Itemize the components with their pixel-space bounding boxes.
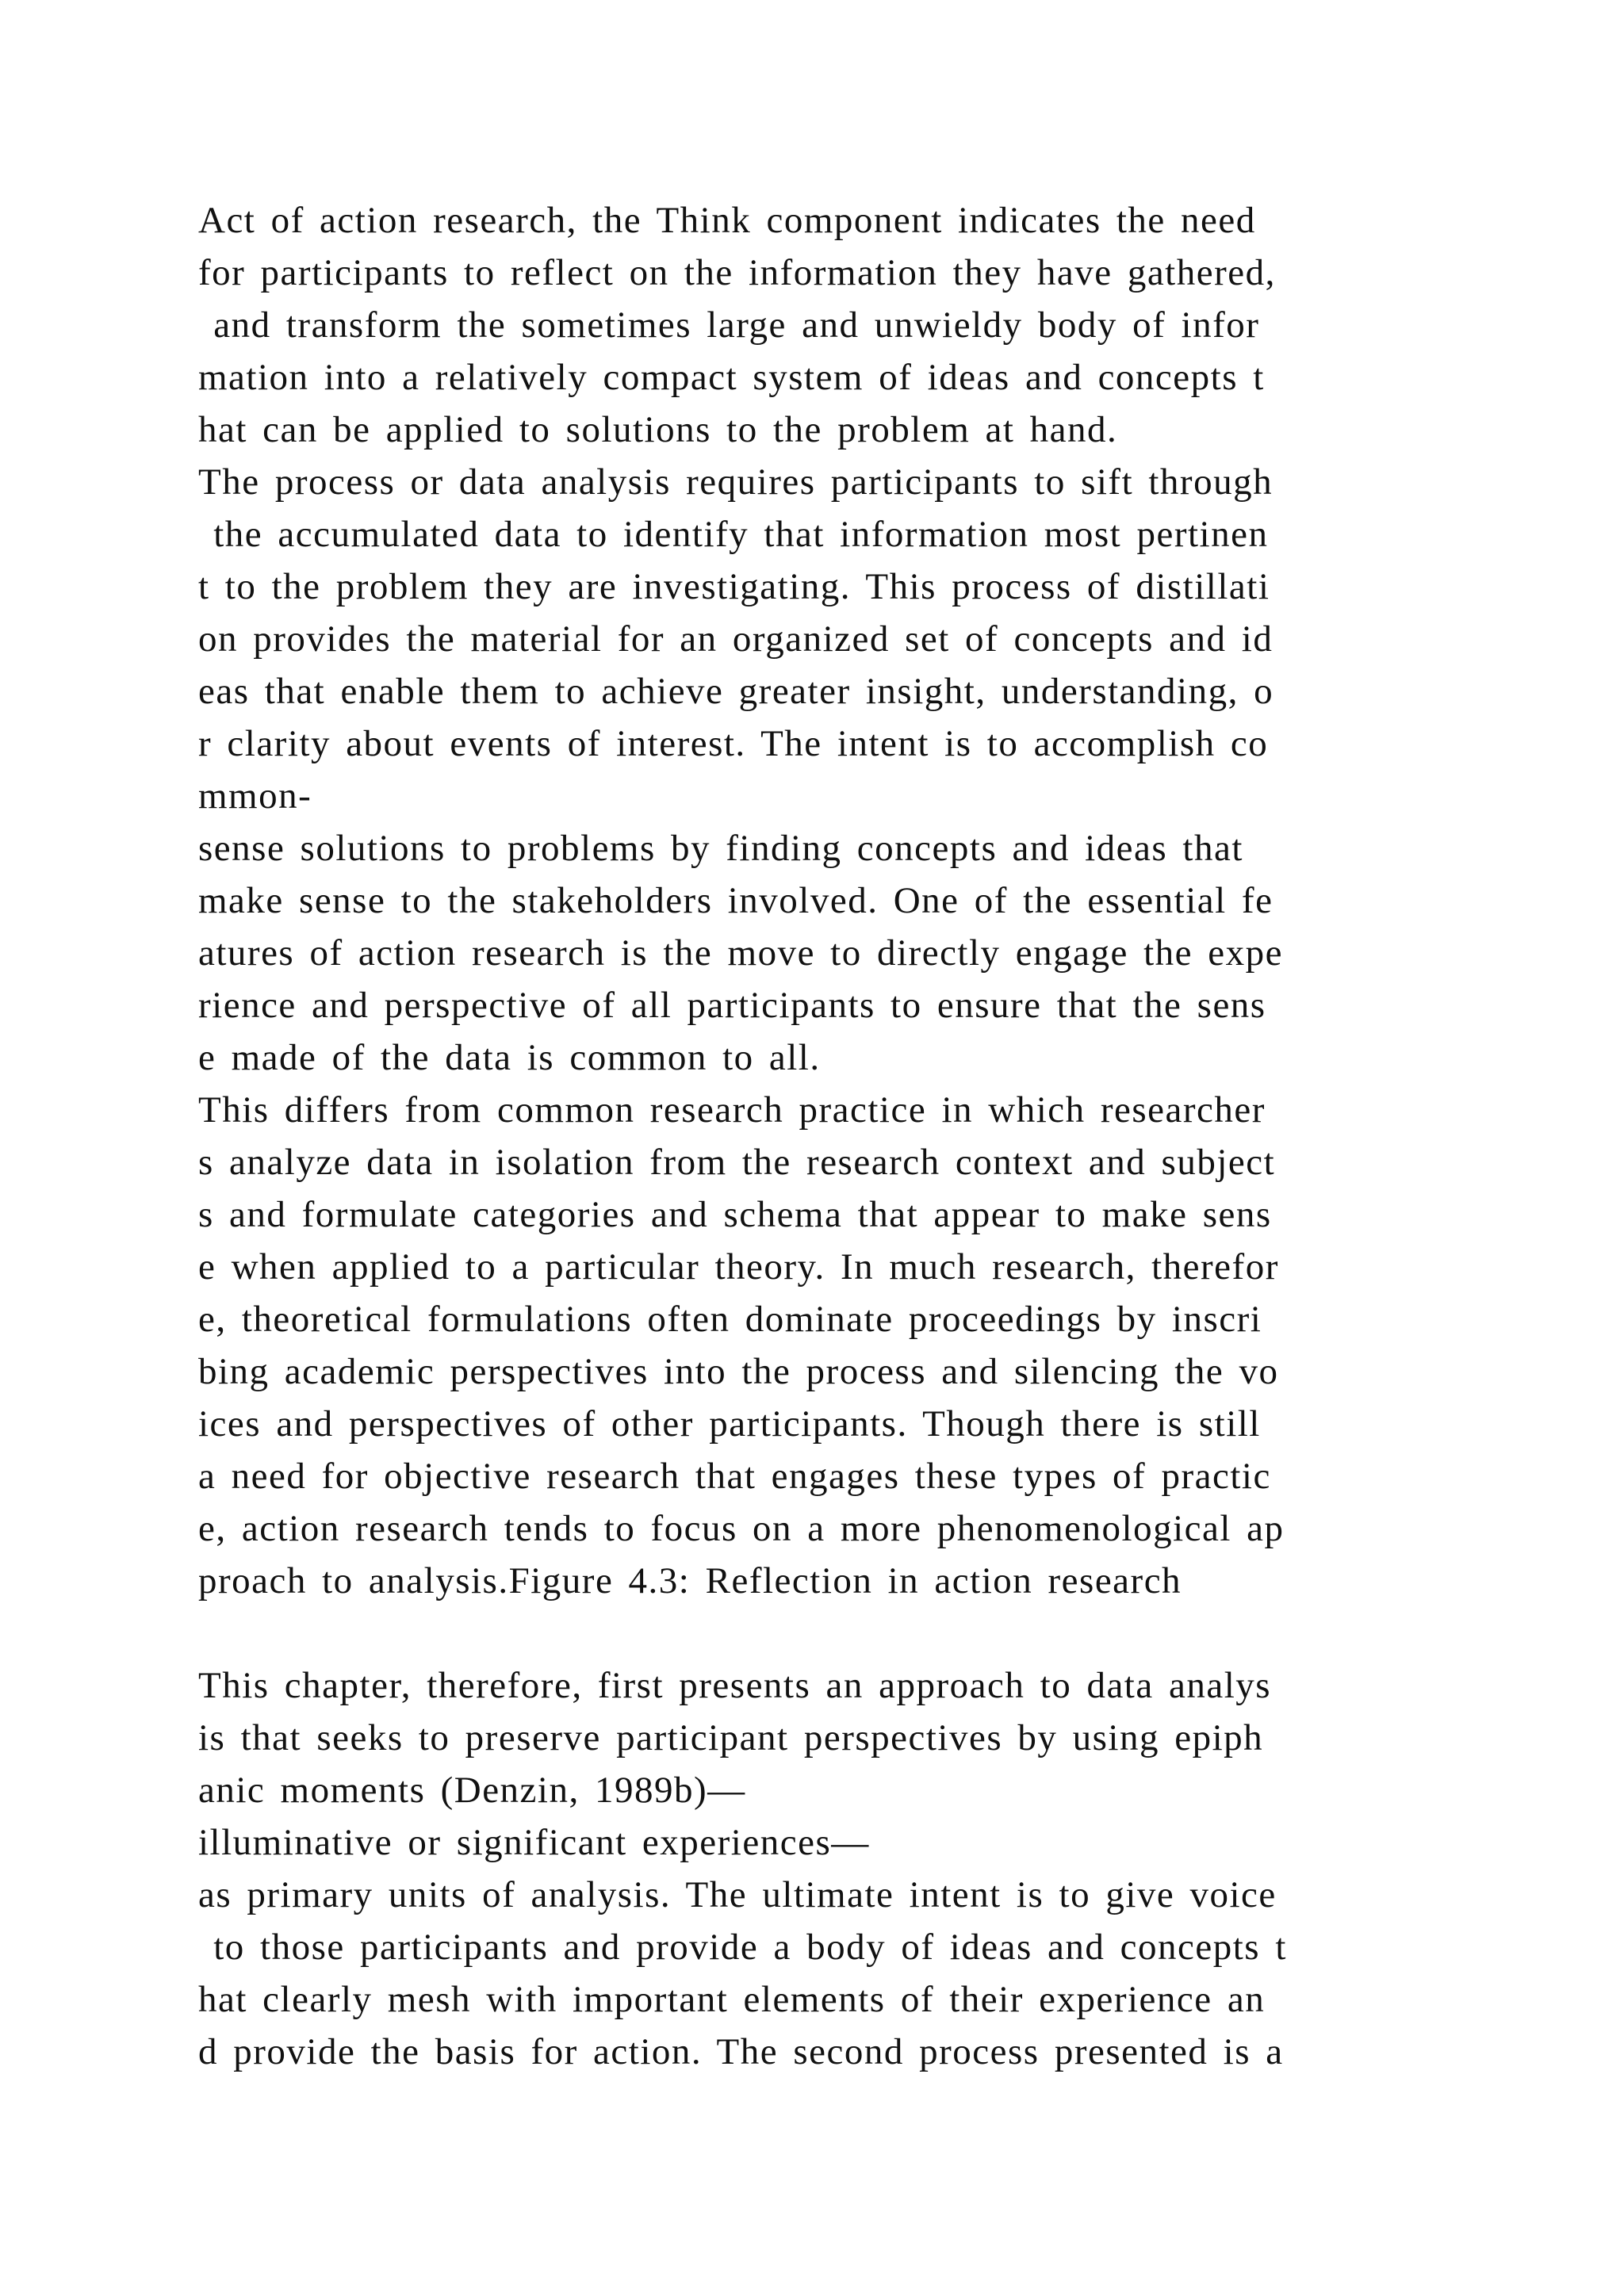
blank-line <box>198 1607 1443 1659</box>
text-line: This chapter, therefore, first presents an approach to data analys <box>198 1665 1272 1706</box>
text-line: sense solutions to problems by finding concepts and ideas that <box>198 828 1243 869</box>
text-line: d provide the basis for action. The second process presented is a <box>198 2031 1284 2072</box>
text-line: bing academic perspectives into the process and silencing the vo <box>198 1351 1279 1392</box>
text-line: The process or data analysis requires participants to sift through <box>198 461 1274 503</box>
text-line: s analyze data in isolation from the research context and subject <box>198 1142 1276 1183</box>
text-line: hat clearly mesh with important elements of their experience an <box>198 1979 1266 2020</box>
text-line: mmon- <box>198 775 312 817</box>
text-line: s and formulate categories and schema that appear to make sens <box>198 1194 1272 1235</box>
text-line: as primary units of analysis. The ultimate intent is to give voice <box>198 1874 1277 1915</box>
text-line: mation into a relatively compact system of ideas and concepts t <box>198 357 1265 398</box>
text-line: to those participants and provide a body of ideas and concepts t <box>198 1927 1287 1968</box>
text-line: ices and perspectives of other participants. Though there is still <box>198 1403 1261 1445</box>
text-line: t to the problem they are investigating. This process of distillati <box>198 566 1270 607</box>
text-line: e made of the data is common to all. <box>198 1037 821 1078</box>
text-line: eas that enable them to achieve greater insight, understanding, o <box>198 671 1274 712</box>
text-line: e when applied to a particular theory. In much research, therefor <box>198 1246 1279 1288</box>
text-line: for participants to reflect on the information they have gathered, <box>198 252 1276 293</box>
text-line: anic moments (Denzin, 1989b)— <box>198 1770 746 1811</box>
body-text <box>198 194 1443 2078</box>
text-line: This differs from common research practice in which researcher <box>198 1089 1266 1131</box>
text-line: hat can be applied to solutions to the problem at hand. <box>198 409 1118 450</box>
text-line: illuminative or significant experiences— <box>198 1822 870 1863</box>
text-line: rience and perspective of all participants to ensure that the sens <box>198 985 1266 1026</box>
text-line: is that seeks to preserve participant perspectives by using epiph <box>198 1717 1264 1758</box>
text-line: r clarity about events of interest. The intent is to accomplish co <box>198 723 1269 764</box>
text-line: proach to analysis.Figure 4.3: Reflection in action research <box>198 1560 1182 1601</box>
text-line: and transform the sometimes large and unwieldy body of infor <box>198 304 1260 346</box>
text-line: atures of action research is the move to directly engage the expe <box>198 932 1284 974</box>
text-line: e, theoretical formulations often dominate proceedings by inscri <box>198 1299 1262 1340</box>
text-line: Act of action research, the Think component indicates the need <box>198 200 1256 241</box>
text-line: a need for objective research that engages these types of practic <box>198 1456 1271 1497</box>
text-line: the accumulated data to identify that information most pertinen <box>198 514 1269 555</box>
text-line: on provides the material for an organized set of concepts and id <box>198 618 1274 660</box>
text-line: make sense to the stakeholders involved. One of the essential fe <box>198 880 1274 921</box>
text-line: e, action research tends to focus on a more phenomenological ap <box>198 1508 1285 1549</box>
